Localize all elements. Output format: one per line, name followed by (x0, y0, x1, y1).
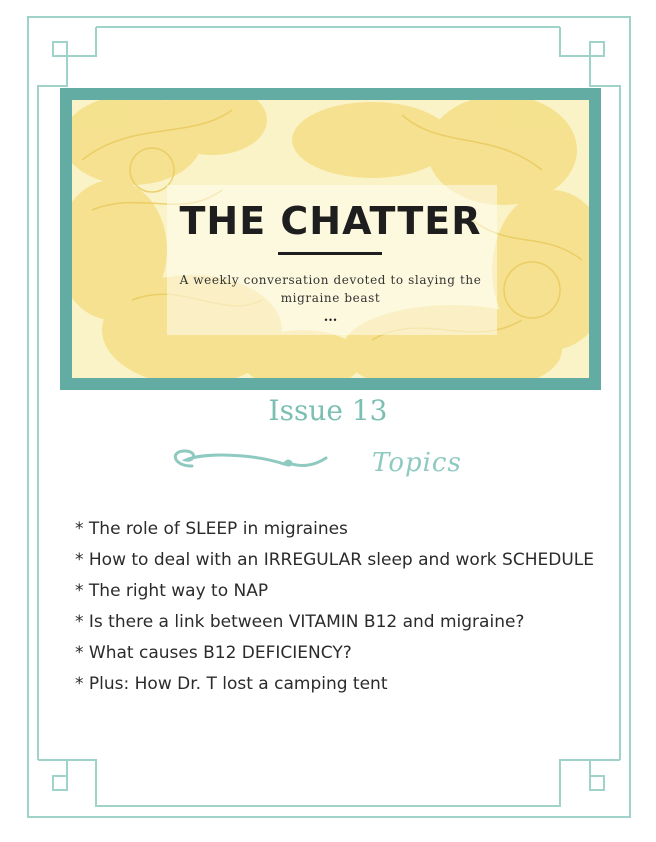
list-item: * The role of SLEEP in migraines (75, 519, 348, 539)
list-item: * Is there a link between VITAMIN B12 and migraine? (75, 612, 525, 632)
list-item: * Plus: How Dr. T lost a camping tent (75, 674, 388, 694)
header-banner (60, 88, 601, 390)
list-item: * The right way to NAP (75, 581, 269, 601)
list-item: * How to deal with an IRREGULAR sleep and work SCHEDULE (75, 550, 594, 570)
swirl-divider-icon (164, 446, 332, 478)
subtitle-ellipsis: ... (323, 310, 338, 325)
topics-heading: Topics (372, 448, 462, 478)
banner-image (72, 100, 589, 378)
list-item: * What causes B12 DEFICIENCY? (75, 643, 352, 663)
newsletter-title: THE CHATTER (179, 199, 482, 243)
title-underline (278, 252, 382, 255)
issue-number: Issue 13 (268, 394, 388, 427)
topic-list (75, 514, 595, 700)
newsletter-subtitle: A weekly conversation devoted to slaying the migraine beast (179, 273, 482, 305)
